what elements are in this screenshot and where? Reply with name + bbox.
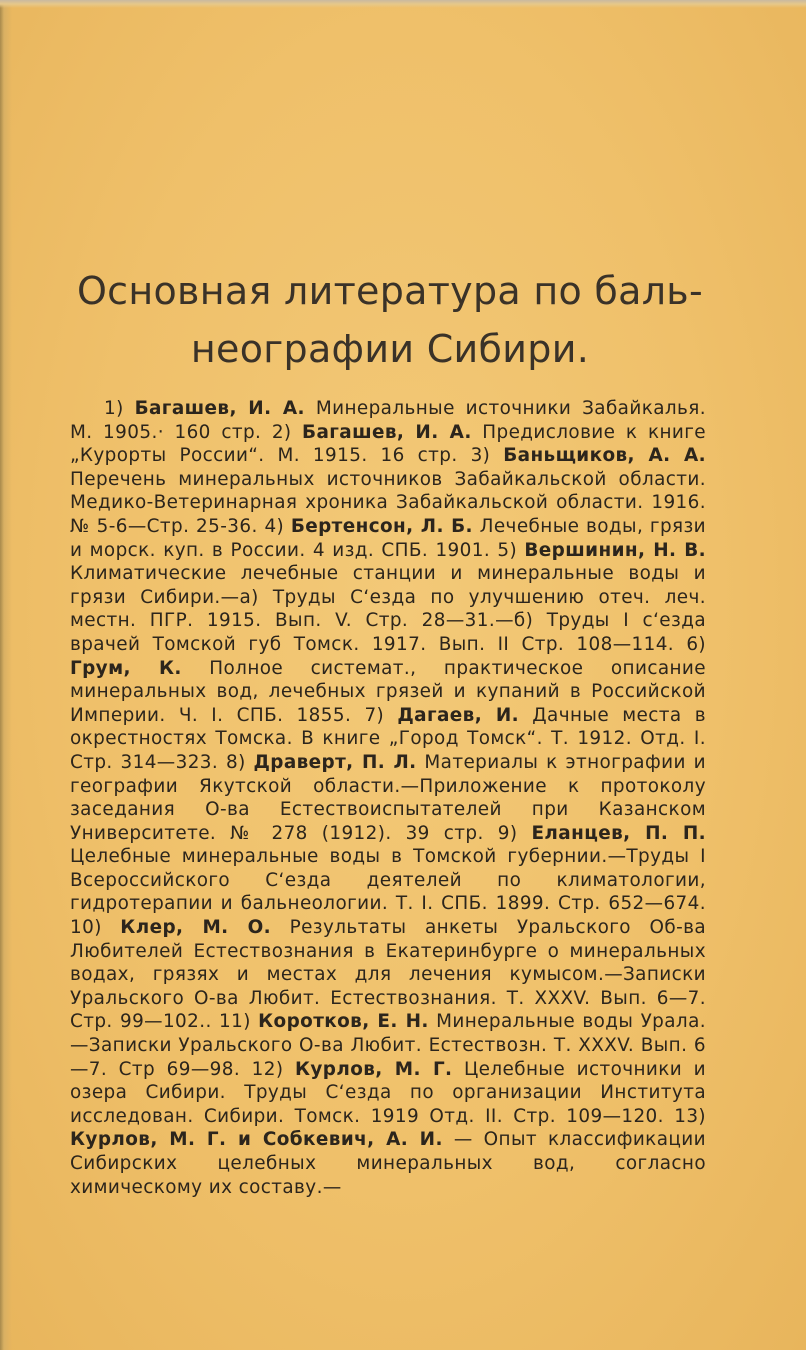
reference-author: Бертенсон, Л. Б. [290, 515, 473, 537]
reference-author: Курлов, М. Г. и Собкевич, А. И. [70, 1129, 443, 1151]
reference-author: Еланцев, П. П. [531, 822, 707, 844]
reference-number: 1) [104, 398, 124, 419]
reference-author: Баньщиков, А. А. [503, 445, 706, 467]
reference-number: 13) [674, 1105, 706, 1127]
reference-text: Предисловие к книге „Курорты России“. М. 1915. 16 стр. [70, 421, 707, 467]
reference-author: Багашев, И. А. [134, 398, 305, 419]
bibliography [70, 397, 706, 1199]
reference-number: 2) [271, 421, 292, 443]
reference-text: Лечебные воды, грязи и морск. куп. в России. 4 изд. СПБ. 1901. [70, 515, 707, 561]
reference-number: 4) [264, 515, 285, 537]
reference-text: Полное системат., практическое описание минеральных вод, лечебных грязей и купаний в Российской Империи. Ч. I. СПБ. 1855. [70, 657, 707, 726]
reference-author: Грум, К. [70, 657, 182, 679]
reference-text: Материалы к этнографии и географии Якутской области.—Приложение к протоколу заседания О-ва Естествоиспытателей при Казанском Университете. № 278 (1912). 39 стр. [70, 751, 706, 844]
page-title [40, 262, 740, 378]
reference-text: — Опыт классификации Сибирских целебных минеральных вод, согласно химическому их составу.— [70, 1129, 706, 1198]
reference-author: Драверт, П. Л. [253, 751, 417, 773]
reference-author: Клер, М. О. [120, 917, 272, 939]
title-line: Основная литература по баль- [76, 269, 704, 313]
reference-text: Результаты анкеты Уральского Об-ва Любителей Естествознания в Екатеринбурге о минеральных водах, грязях и местах для лечения кумысом.—Записки Уральского О-ва Любит. Естествознания. Т. XXXV. Вып. 6—7. Стр. 99—102.. [70, 917, 707, 1033]
reference-author: Коротков, Е. Н. [258, 1011, 429, 1033]
reference-number: 9) [497, 822, 518, 844]
reference-author: Багашев, И. А. [302, 421, 472, 443]
reference-number: 8) [225, 751, 246, 773]
reference-number: 11) [219, 1011, 251, 1033]
reference-number: 7) [364, 704, 385, 726]
page-top-edge [0, 0, 806, 8]
page-left-edge [0, 0, 12, 1350]
reference-text: Дачные места в окрестностях Томска. В книге „Город Томск“. Т. 1912. Отд. I. Стр. 314—323. [70, 704, 707, 773]
reference-text: Минеральные источники Забайкалья. М. 1905.· 160 стр. [70, 398, 706, 443]
reference-number: 5) [497, 539, 518, 561]
reference-text: Климатические лечебные станции и минеральные воды и грязи Сибири.—а) Труды С‘езда по улучшению отеч. леч. местн. ПГР. 1915. Вып. V. Стр. 28—31.—б) Труды I с‘езда врачей Томской губ Томск. 1917. Вып. II Стр. 108—114. [70, 563, 706, 655]
reference-text: Перечень минеральных источников Забайкальской области. Медико-Ветеринарная хроника Забайкальской области. 1916. № 5-6—Стр. 25-36. [70, 468, 706, 537]
reference-text: Целебные источники и озера Сибири. Труды С‘езда по организации Института исследован. Сибири. Томск. 1919 Отд. II. Стр. 109—120. [70, 1058, 707, 1127]
reference-text: Целебные минеральные воды в Томской губернии.—Труды I Всероссийского С‘езда деятелей по климатологии, гидротерапии и бальнеологии. Т. I. СПБ. 1899. Стр. 652—674. [70, 846, 706, 915]
reference-number: 10) [70, 917, 102, 939]
reference-author: Дагаев, И. [397, 704, 520, 726]
reference-number: 12) [251, 1058, 284, 1080]
reference-number: 3) [470, 445, 491, 467]
title-line: неографии Сибири. [190, 327, 590, 371]
reference-author: Курлов, М. Г. [294, 1058, 453, 1080]
reference-text: Минеральные воды Урала.—Записки Уральского О-ва Любит. Естествозн. Т. XXXV. Вып. 6—7. Стр 69—98. [70, 1011, 706, 1080]
reference-number: 6) [686, 633, 707, 655]
reference-author: Вершинин, Н. В. [524, 539, 707, 561]
